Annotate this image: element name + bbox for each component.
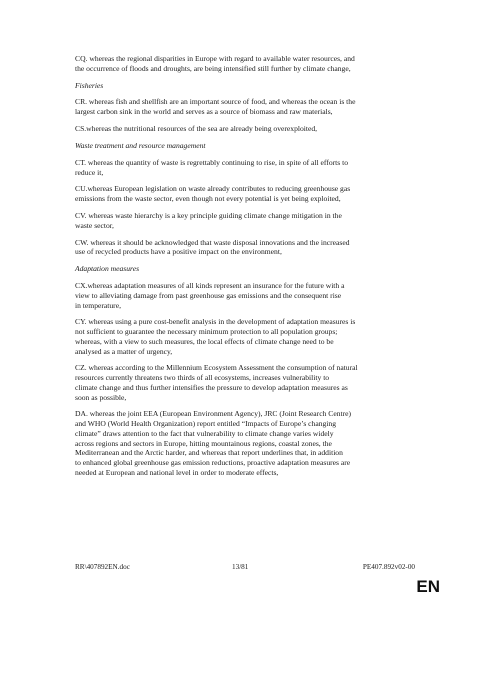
- recital-paragraph: [75, 238, 415, 257]
- paragraph-line: waste sector,: [75, 220, 114, 230]
- section-heading: Waste treatment and resource management: [75, 140, 206, 150]
- recital-paragraph: [75, 317, 415, 356]
- paragraph-line: CV. whereas waste hierarchy is a key principle guiding climate change mitigation in the: [75, 211, 342, 221]
- paragraph-line: not sufficient to guarantee the necessary minimum protection to all population groups;: [75, 327, 338, 337]
- paragraph-line: CQ. whereas the regional disparities in Europe with regard to available water resources, and: [75, 54, 355, 63]
- paragraph-line: DA. whereas the joint EEA (European Environment Agency), JRC (Joint Research Centre): [75, 409, 352, 419]
- footer-page-number: 13/81: [232, 563, 249, 571]
- footer-pe-reference: PE407.892v02-00: [362, 563, 415, 571]
- section-heading: Fisheries: [75, 80, 104, 90]
- paragraph-line: CR. whereas fish and shellfish are an important source of food, and whereas the ocean is the: [75, 97, 356, 107]
- recital-paragraph: [75, 124, 415, 134]
- recital-paragraph: [75, 158, 415, 177]
- paragraph-line: largest carbon sink in the world and serves as a source of biomass and raw materials,: [75, 107, 333, 117]
- document-body: [75, 54, 415, 485]
- paragraph-line: CW. whereas it should be acknowledged that waste disposal innovations and the increased: [75, 237, 350, 247]
- paragraph-line: CX.whereas adaptation measures of all kinds represent an insurance for the future with a: [75, 281, 345, 291]
- paragraph-line: soon as possible,: [75, 392, 127, 402]
- paragraph-line: across regions and sectors in Europe, hitting mountainous regions, coastal zones, the: [75, 438, 332, 448]
- paragraph-line: climate” draws attention to the fact that vulnerability to climate change varies widely: [75, 428, 334, 438]
- recital-paragraph: [75, 211, 415, 230]
- paragraph-line: view to alleviating damage from past greenhouse gas emissions and the consequent rise: [75, 290, 342, 300]
- paragraph-line: the occurrence of floods and droughts, are being intensified still further by climate change,: [75, 63, 351, 73]
- paragraph-line: CT. whereas the quantity of waste is regrettably continuing to rise, in spite of all efforts to: [75, 157, 349, 167]
- paragraph-line: analysed as a matter of urgency,: [75, 346, 173, 356]
- paragraph-line: whereas, with a view to such measures, the local effects of climate change need to be: [75, 336, 334, 346]
- paragraph-line: resources currently threatens two thirds of all ecosystems, increases vulnerability to: [75, 373, 330, 383]
- recital-paragraph: [75, 409, 415, 477]
- recital-paragraph: [75, 97, 415, 116]
- recital-paragraph: [75, 54, 415, 73]
- paragraph-line: reduce it,: [75, 167, 104, 177]
- language-code: EN: [416, 577, 440, 596]
- recital-paragraph: [75, 363, 415, 402]
- paragraph-line: use of recycled products have a positive impact on the environment,: [75, 247, 282, 257]
- recital-paragraph: [75, 281, 415, 310]
- paragraph-line: emissions from the waste sector, even though not every potential is yet being exploited,: [75, 194, 341, 204]
- paragraph-line: and WHO (World Health Organization) report entitled “Impacts of Europe’s changing: [75, 419, 337, 429]
- paragraph-line: in temperature,: [75, 300, 121, 310]
- paragraph-line: Mediterranean and the Arctic harder, and whereas that report underlines that, in addition: [75, 448, 343, 458]
- paragraph-line: to enhanced global greenhouse gas emission reductions, proactive adaptation measures are: [75, 457, 351, 467]
- footer-doc-reference: RR\407892EN.doc: [75, 563, 130, 571]
- paragraph-line: CZ. whereas according to the Millennium Ecosystem Assessment the consumption of natural: [75, 363, 358, 373]
- paragraph-line: climate change and thus further intensifies the pressure to develop adaptation measures as: [75, 382, 348, 392]
- section-heading: Adaptation measures: [75, 264, 140, 274]
- paragraph-line: CY. whereas using a pure cost-benefit analysis in the development of adaptation measures is: [75, 317, 356, 327]
- paragraph-line: CU.whereas European legislation on waste already contributes to reducing greenhouse gas: [75, 184, 351, 194]
- recital-paragraph: [75, 184, 415, 203]
- paragraph-line: needed at European and national level in order to moderate effects,: [75, 467, 279, 477]
- paragraph-line: CS.whereas the nutritional resources of the sea are already being overexploited,: [75, 124, 318, 134]
